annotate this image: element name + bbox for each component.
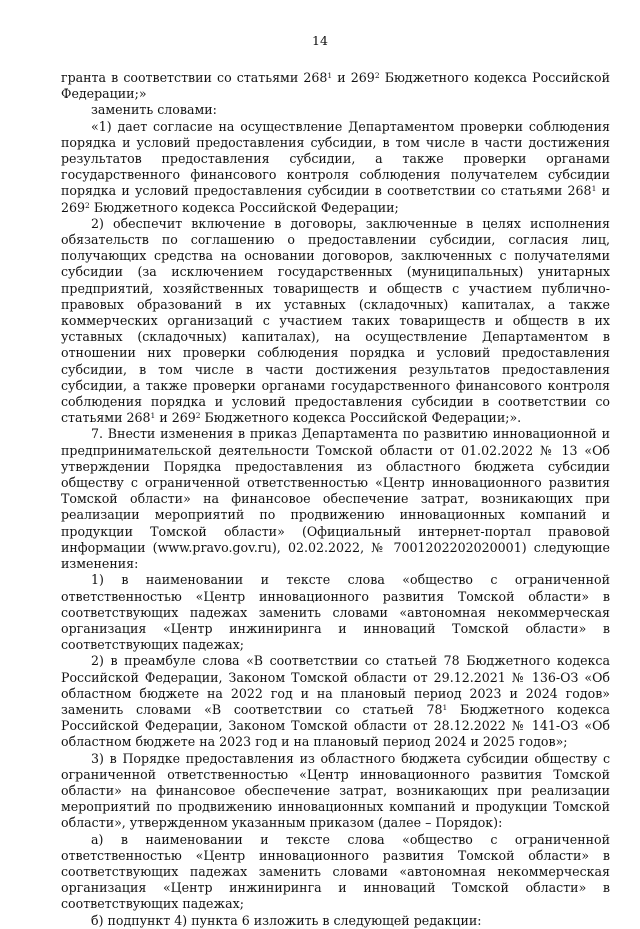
text-run: а) в наименовании и тексте слова «общество с ограниченной ответственностью «Центр инновационного развития Томской области» в соответствующих падежах заменить словами «автономная некоммерческая организация «Центр инжиниринга и инноваций Томской области» в соответствующих падежах;	[61, 831, 610, 912]
paragraph	[61, 119, 610, 216]
superscript: 1	[442, 702, 448, 712]
paragraph	[61, 751, 610, 832]
text-run: 1) в наименовании и тексте слова «общество с ограниченной ответственностью «Центр инновационного развития Томской области» в соответствующих падежах заменить словами «автономная некоммерческая организация «Центр инжиниринга и инноваций Томской области» в соответствующих падежах;	[61, 572, 610, 653]
text-run: 3) в Порядке предоставления из областного бюджета субсидии обществу с ограниченной ответственностью «Центр инновационного развития Томской области» на финансовое обеспечение затрат, возникающих при реализации мероприятий по продвижению инновационных компаний и продукции Томской области», утвержденном указанным приказом (далее – Порядок):	[61, 750, 610, 831]
paragraph	[61, 70, 610, 102]
document-body	[61, 70, 610, 929]
text-run: Бюджетного кодекса Российской Федерации, Законом Томской области от 28.12.2022 № 141-ОЗ «Об областном бюджете на 2023 год и на плановый период 2024 и 2025 годов»;	[61, 701, 611, 750]
paragraph	[61, 832, 610, 913]
superscript: 2	[374, 71, 380, 80]
superscript: 2	[195, 411, 201, 421]
text-run: 7. Внести изменения в приказ Департамента по развитию инновационной и предпринимательской деятельности Томской области от 01.02.2022 № 13 «Об утверждении Порядка предоставления из областного бюджета субсидии обществу с ограниченной ответственностью «Центр инновационного развития Томской области» на финансовое обеспечение затрат, возникающих при реализации мероприятий по продвижению инновационных компаний и продукции Томской области» (Официальный интернет-портал правовой информации (www.pravo.gov.ru), 02.02.2022, № 7001202202020001) следующие изменения:	[61, 426, 610, 572]
superscript: 1	[150, 411, 156, 421]
text-run: заменить словами:	[91, 102, 217, 118]
text-run: и 269	[61, 183, 610, 215]
text-run: гранта в соответствии со статьями 268	[61, 70, 328, 85]
text-run: 2) обеспечит включение в договоры, заключенные в целях исполнения обязательств по соглашению о предоставлении субсидии, согласия лиц, получающих средства на основании договоров, заключенных с получателями субсидии (за исключением государственных (муниципальных) унитарных предприятий, хозяйственных товариществ и обществ с участием публично-правовых образований в их уставных (складочных) капиталах, а также коммерческих организаций с участием таких товариществ и обществ в их уставных (складочных) капиталах), на осуществление Департаментом в отношении них проверки соблюдения порядка и условий предоставления субсидии, в том числе в части достижения результатов предоставления субсидии, а также проверки органами государственного финансового контроля соблюдения порядка и условий предоставления субсидии в соответствии со статьями 268	[61, 215, 610, 426]
text-run: и 269	[155, 410, 196, 426]
paragraph	[61, 102, 610, 118]
text-run: б) подпункт 4) пункта 6 изложить в следующей редакции:	[91, 912, 482, 928]
text-run: Бюджетного кодекса Российской Федерации;».	[200, 410, 522, 426]
text-run: 2) в преамбуле слова «В соответствии со статьей 78 Бюджетного кодекса Российской Федерации, Законом Томской области от 29.12.2021 № 136-ОЗ «Об областном бюджете на 2022 год и на плановый период 2023 и 2024 годов» заменить словами «В соответствии со статьей 78	[61, 653, 610, 717]
text-run: Бюджетного кодекса Российской Федерации;	[89, 199, 399, 215]
page-number: 14	[312, 33, 328, 48]
paragraph	[61, 653, 610, 750]
text-run: и 269	[332, 70, 375, 85]
superscript: 1	[591, 184, 597, 194]
paragraph	[61, 426, 610, 572]
text-run: «1) дает согласие на осуществление Департаментом проверки соблюдения порядка и условий предоставления субсидии, в том числе в части достижения результатов предоставления субсидии, а также проверки органами государственного финансового контроля соблюдения получателем субсидии порядка и условий предоставления субсидии в соответствии со статьями 268	[61, 118, 610, 199]
paragraph	[61, 216, 610, 427]
superscript: 2	[85, 200, 90, 210]
text-run: Бюджетного кодекса Российской Федерации;»	[61, 70, 610, 102]
paragraph	[61, 572, 610, 653]
superscript: 1	[327, 71, 333, 80]
paragraph	[61, 913, 610, 929]
